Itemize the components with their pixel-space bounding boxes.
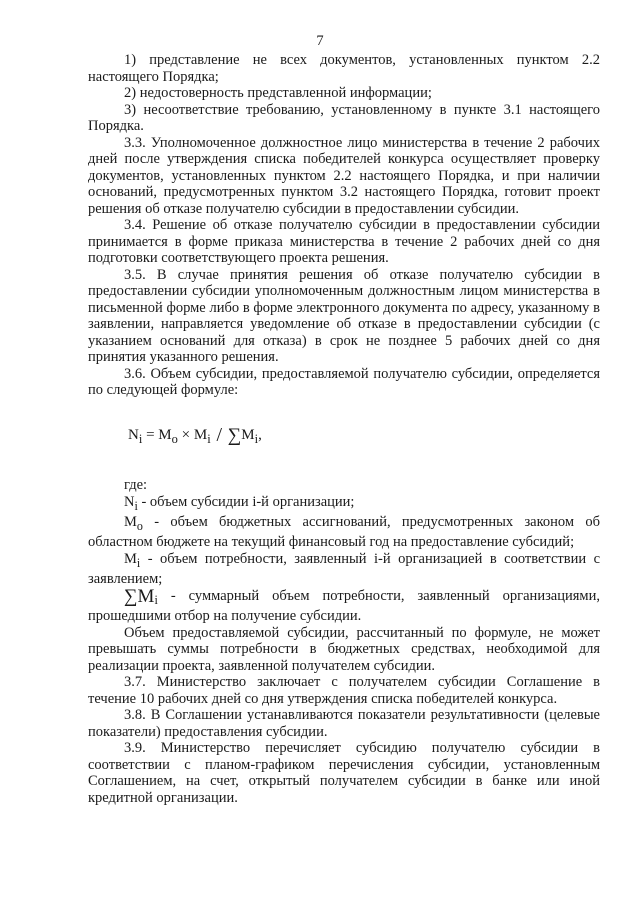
- def-m0-sub: o: [136, 518, 143, 533]
- formula-m0-sub: o: [171, 431, 178, 446]
- paragraph-3-8: 3.8. В Соглашении устанавливаются показатели результативности (целевые показатели) предоставления субсидии.: [88, 707, 600, 740]
- formula-tail: ,: [258, 426, 262, 443]
- paragraph-item-2: 2) недостоверность представленной информации;: [124, 85, 432, 101]
- def-ni-text: - объем субсидии i-й организации;: [137, 493, 355, 510]
- formula-sum-m: M: [241, 426, 255, 443]
- paragraph-3-5: 3.5. В случае принятия решения об отказе получателю субсидии в предоставлении субсидии уполномоченным должностным лицом министерства в письменной форме либо в форме электронного документа по адресу, указанному в заявлении, направляется уведомление об отказе в предоставлении субсидии (с указанием оснований для отказа) в срок не позднее 5 рабочих дней со дня принятия указанного решения.: [88, 266, 600, 365]
- def-ni-sub: i: [134, 498, 138, 513]
- formula-times: ×: [181, 426, 191, 443]
- paragraph-3-4: 3.4. Решение об отказе получателю субсидии в предоставлении субсидии принимается в форме приказа министерства в течение 2 рабочих дней со дня подготовки соответствующего проекта решения.: [88, 217, 600, 266]
- def-m0-text: - объем бюджетных ассигнований, предусмотренных законом об областном бюджете на текущий финансовый год на предоставление субсидий;: [88, 513, 600, 551]
- def-sum-sym: ∑M: [124, 585, 155, 607]
- def-sum-text: - суммарный объем потребности, заявленный организациями, прошедшими отбор на получение субсидии.: [88, 587, 600, 625]
- paragraph-3-3: 3.3. Уполномоченное должностное лицо министерства в течение 2 рабочих дней после утверждения списка победителей конкурса осуществляет проверку документов, установленных пунктом 2.2 настоящего Порядка, и при наличии оснований, предусмотренных пунктом 3.2 настоящего Порядка, готовит проект решения об отказе получателю субсидии в предоставлении субсидии.: [88, 134, 600, 217]
- where-label: где:: [124, 477, 148, 493]
- formula-mi-sub: i: [207, 431, 211, 446]
- formula-m0: M: [158, 426, 172, 443]
- paragraph-limit: Объем предоставляемой субсидии, рассчитанный по формуле, не может превышать суммы потребности в бюджетных средствах, необходимой для реализации проекта, заявленной получателем субсидии.: [88, 624, 600, 674]
- subsidy-formula: [128, 423, 600, 448]
- def-mi-text: - объем потребности, заявленный i-й организацией в соответствии с заявлением;: [88, 550, 600, 588]
- document-body: [88, 52, 600, 806]
- definition-ni: [88, 494, 600, 514]
- def-mi-sym: M: [124, 550, 137, 567]
- definition-m0: [88, 514, 600, 551]
- paragraph-3-9: 3.9. Министерство перечисляет субсидию получателю субсидии в соответствии с планом-графиком перечисления субсидии, установленным Соглашением, на счет, открытый получателем субсидии в банке или иной кредитной организации.: [88, 740, 600, 806]
- def-m0-sym: M: [124, 513, 137, 530]
- paragraph-item-3: 3) несоответствие требованию, установленному в пункте 3.1 настоящего Порядка.: [88, 101, 600, 134]
- def-ni-sym: N: [124, 493, 135, 510]
- page-number: 7: [316, 33, 324, 49]
- paragraph-3-6: 3.6. Объем субсидии, предоставляемой получателю субсидии, определяется по следующей формуле:: [88, 365, 600, 398]
- formula-lhs: N: [128, 426, 139, 443]
- def-mi-sub: i: [136, 555, 141, 570]
- formula-equals: =: [146, 426, 155, 443]
- formula-mi: M: [193, 426, 208, 443]
- formula-sigma: ∑: [227, 424, 242, 446]
- definition-mi: [88, 551, 600, 588]
- definition-sum-mi: [88, 585, 600, 625]
- paragraph-3-7: 3.7. Министерство заключает с получателем субсидии Соглашение в течение 10 рабочих дней со дня утверждения списка победителей конкурса.: [88, 674, 600, 707]
- def-sum-sub: i: [154, 592, 158, 607]
- formula-slash: /: [216, 423, 222, 446]
- formula-sum-sub: i: [254, 431, 259, 446]
- paragraph-item-1: 1) представление не всех документов, установленных пунктом 2.2 настоящего Порядка;: [88, 52, 600, 85]
- formula-lhs-sub: i: [138, 431, 143, 446]
